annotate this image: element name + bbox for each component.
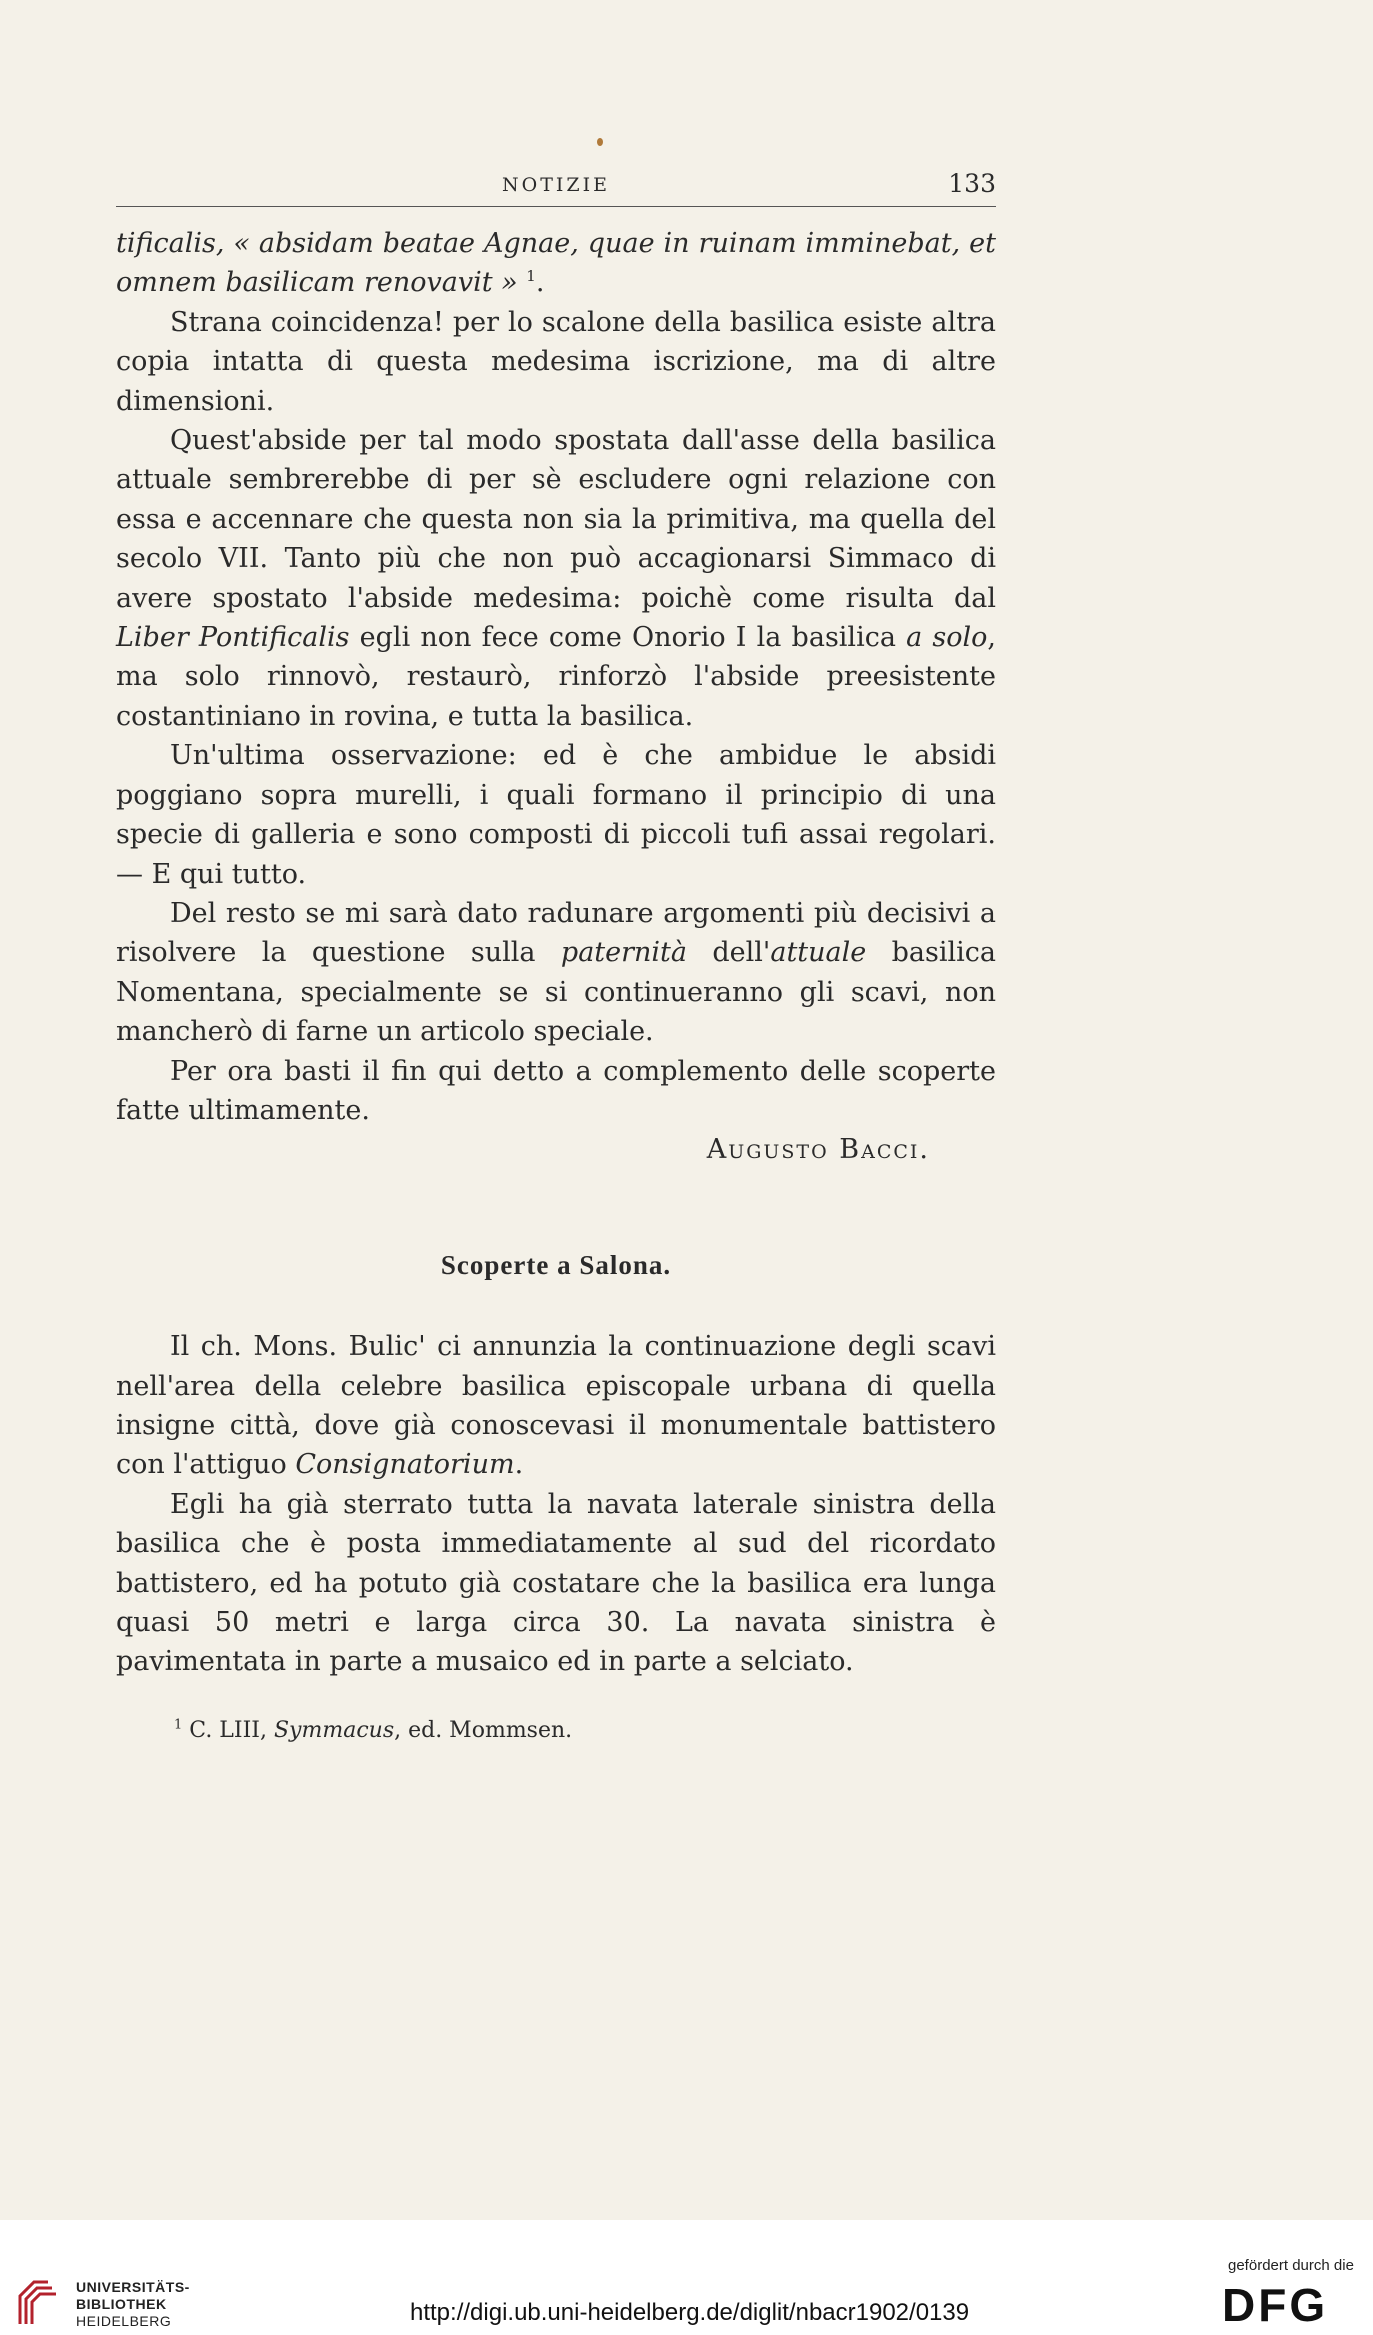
italic-term: Consignatorium (295, 1449, 515, 1481)
paragraph-1 (116, 224, 996, 303)
funding-note: gefördert durch die (1228, 2257, 1354, 2274)
footnote (116, 1716, 996, 1746)
punct: . (535, 267, 545, 299)
italic-word: attuale (770, 937, 867, 969)
library-name (76, 2279, 190, 2330)
paragraph-3 (116, 421, 996, 736)
library-logo-icon (14, 2278, 64, 2328)
library-name-line: HEIDELBERG (76, 2313, 172, 2329)
latin-quote: tificalis, « absidam beatae Agnae, quae in ruinam imminebat, et omnem basilicam renovavit » (116, 228, 996, 299)
library-name-line: BIBLIOTHEK (76, 2296, 167, 2312)
article-body (116, 224, 996, 1746)
running-header (116, 166, 996, 207)
footnote-ref[interactable]: 1 (526, 267, 536, 286)
text: , ed. Mommsen. (394, 1717, 573, 1743)
italic-word: paternità (560, 937, 687, 969)
paragraph-4: Un'ultima osservazione: ed è che ambidue le absidi poggiano sopra murelli, i quali formano il principio di una specie di galleria e sono composti di piccoli tufi assai regolari. — E qui tutto. (116, 740, 996, 890)
paragraph-2: Strana coincidenza! per lo scalone della basilica esiste altra copia intatta di questa medesima iscrizione, ma di altre dimensioni. (116, 306, 996, 417)
section-heading: Scoperte a Salona. (440, 1249, 672, 1280)
text: Del resto se mi sarà dato radunare argomenti più decisivi a risolvere la questione sulla (116, 897, 996, 969)
ink-spot (597, 138, 603, 146)
text: Il ch. Mons. Bulic' ci annunzia la continuazione degli scavi nell'area della celebre basilica episcopale urbana di quella insigne città, dove già conoscevasi il monumentale battistero con l'attiguo (116, 1331, 996, 1481)
dfg-logo: DFG (1222, 2279, 1329, 2331)
permalink[interactable]: http://digi.ub.uni-heidelberg.de/diglit/nbacr1902/0139 (410, 2299, 970, 2326)
text: Quest'abside per tal modo spostata dall'asse della basilica attuale sembrerebbe di per sè escludere ogni relazione con essa e accennare che questa non sia la primitiva, ma quella del secolo VII. Tanto più che non può accagionarsi Simmaco di avere spostato l'abside medesima: poichè come risulta dal (116, 425, 996, 614)
page-number: 133 (948, 169, 996, 198)
paragraph-6: Per ora basti il fin qui detto a complemento delle scoperte fatte ultimamente. (116, 1055, 996, 1126)
italic-phrase: a solo (906, 622, 988, 654)
paragraph-8: Egli ha già sterrato tutta la navata laterale sinistra della basilica che è posta immediatamente al sud del ricordato battistero, ed ha potuto già costatare che la basilica era lunga quasi 50 metri e larga circa 30. La navata sinistra è pavimentata in parte a musaico ed in parte a selciato. (116, 1488, 996, 1678)
running-title: NOTIZIE (502, 174, 610, 196)
text: dell' (687, 937, 771, 969)
text: . (514, 1449, 524, 1481)
text: C. LIII, (182, 1717, 274, 1743)
paragraph-7 (116, 1327, 996, 1485)
paragraph-5 (116, 894, 996, 1052)
footnote-mark: 1 (174, 1717, 183, 1733)
text: basilica Nomentana, specialmente se si continueranno gli scavi, non mancherò di farne un articolo speciale. (116, 937, 996, 1048)
text: egli non fece come Onorio I la basilica (349, 622, 907, 654)
author-signature: Augusto Bacci. (706, 1134, 930, 1166)
italic-title: Symmacus (273, 1717, 395, 1743)
text: , ma solo rinnovò, restaurò, rinforzò l'abside preesistente costantiniano in rovina, e tutta la basilica. (116, 622, 996, 732)
library-name-line: UNIVERSITÄTS- (76, 2279, 190, 2295)
italic-title: Liber Pontificalis (116, 622, 350, 654)
